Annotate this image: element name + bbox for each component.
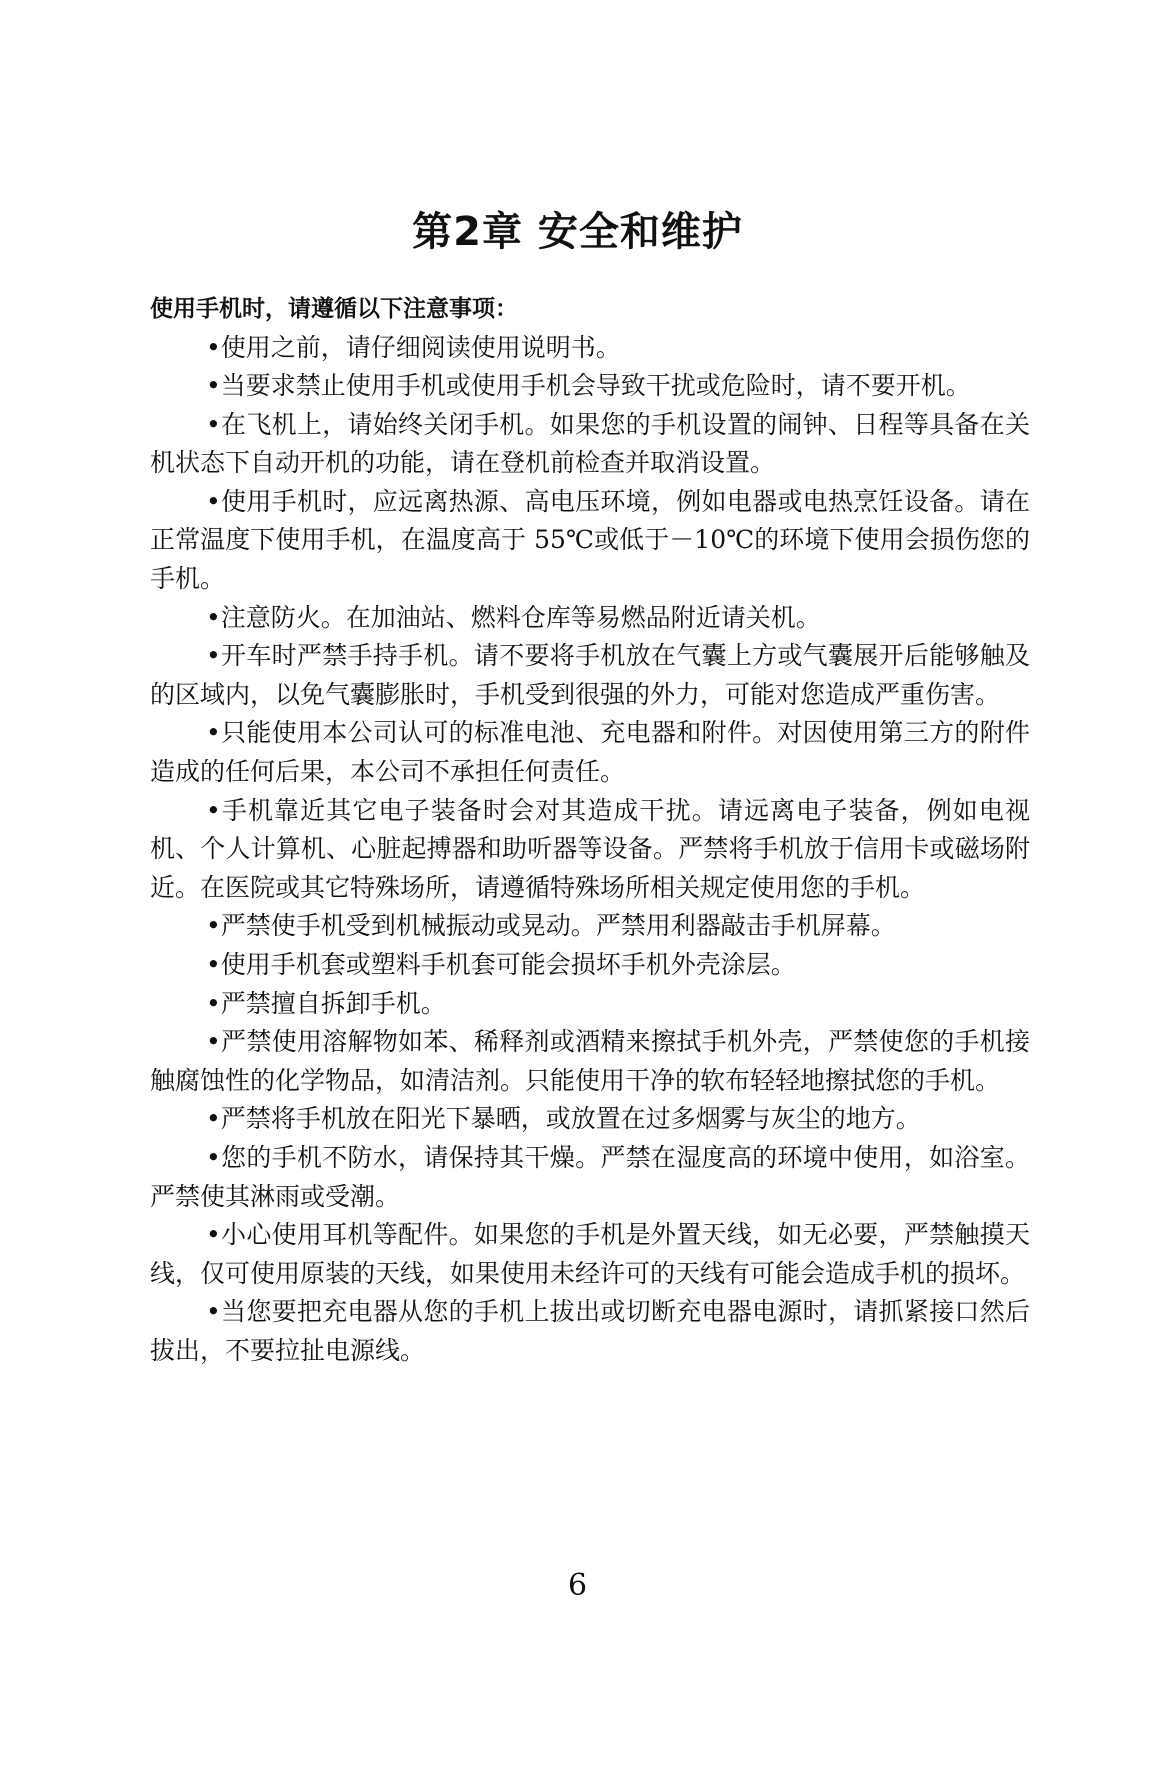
page-number: 6 [567, 1568, 588, 1603]
safety-item: •严禁使用溶解物如苯、稀释剂或酒精来擦拭手机外壳，严禁使您的手机接触腐蚀性的化学物品，如清洁剂。只能使用干净的软布轻轻地擦拭您的手机。 [150, 1027, 1030, 1095]
safety-item: •使用手机套或塑料手机套可能会损坏手机外壳涂层。 [206, 950, 796, 979]
safety-item: •当您要把充电器从您的手机上拔出或切断充电器电源时，请抓紧接口然后拔出，不要拉扯电源线。 [150, 1297, 1030, 1365]
safety-content [150, 290, 1030, 1371]
safety-item: •注意防火。在加油站、燃料仓库等易燃品附近请关机。 [206, 602, 821, 632]
safety-item: •严禁使手机受到机械振动或晃动。严禁用利器敲击手机屏幕。 [206, 911, 896, 941]
intro-heading: 使用手机时，请遵循以下注意事项： [150, 296, 518, 322]
safety-item: •您的手机不防水，请保持其干燥。严禁在湿度高的环境中使用，如浴室。严禁使其淋雨或受潮。 [150, 1142, 1030, 1211]
safety-item: •严禁擅自拆卸手机。 [206, 988, 446, 1018]
safety-item: •使用之前，请仔细阅读使用说明书。 [206, 332, 621, 362]
safety-item: •在飞机上，请始终关闭手机。如果您的手机设置的闹钟、日程等具备在关机状态下自动开机的功能，请在登机前检查并取消设置。 [150, 409, 1030, 478]
safety-item: •当要求禁止使用手机或使用手机会导致干扰或危险时，请不要开机。 [206, 371, 971, 401]
safety-item: •严禁将手机放在阳光下暴晒，或放置在过多烟雾与灰尘的地方。 [206, 1104, 921, 1134]
chapter-title: 第2章 安全和维护 [412, 209, 743, 255]
safety-item: •只能使用本公司认可的标准电池、充电器和附件。对因使用第三方的附件造成的任何后果，本公司不承担任何责任。 [150, 718, 1030, 787]
safety-item: •手机靠近其它电子装备时会对其造成干扰。请远离电子装备，例如电视机、个人计算机、心脏起搏器和助听器等设备。严禁将手机放于信用卡或磁场附近。在医院或其它特殊场所，请遵循特殊场所相关规定使用您的手机。 [150, 795, 1030, 902]
safety-item: •小心使用耳机等配件。如果您的手机是外置天线，如无必要，严禁触摸天线，仅可使用原装的天线，如果使用未经许可的天线有可能会造成手机的损坏。 [150, 1220, 1030, 1288]
safety-item: •开车时严禁手持手机。请不要将手机放在气囊上方或气囊展开后能够触及的区域内，以免气囊膨胀时，手机受到很强的外力，可能对您造成严重伤害。 [150, 641, 1030, 709]
safety-item: •使用手机时，应远离热源、高电压环境，例如电器或电热烹饪设备。请在正常温度下使用手机，在温度高于 55℃或低于－10℃的环境下使用会损伤您的手机。 [150, 486, 1030, 594]
